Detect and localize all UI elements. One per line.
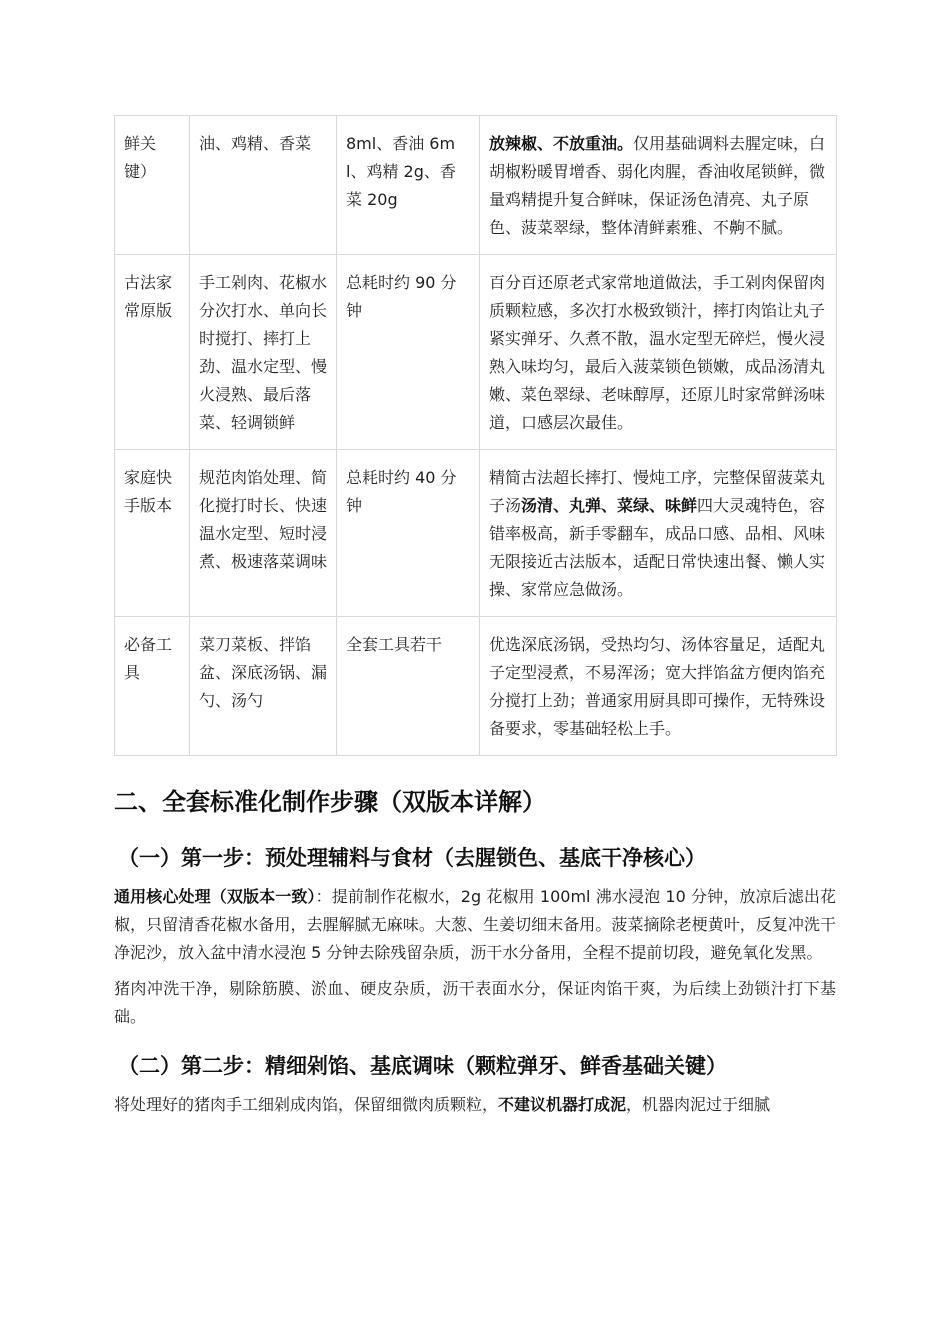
table-cell-name bbox=[115, 255, 190, 450]
table-cell-name bbox=[115, 450, 190, 617]
document-page bbox=[114, 115, 836, 1119]
cell-text: 8ml、香油 6ml、鸡精 2g、香菜 20g bbox=[346, 134, 456, 209]
cell-text: 总耗时约 90 分钟 bbox=[346, 273, 457, 320]
table-cell-desc bbox=[480, 450, 837, 617]
bold-text: 放辣椒、不放重油。 bbox=[489, 134, 634, 153]
cell-text: 全套工具若干 bbox=[346, 635, 443, 654]
table-cell-items bbox=[190, 255, 337, 450]
step-heading: （二）第二步：精细剁馅、基底调味（颗粒弹牙、鲜香基础关键） bbox=[118, 1054, 727, 1078]
table-cell-desc bbox=[480, 255, 837, 450]
paragraph bbox=[114, 975, 836, 1031]
bold-text: 不建议机器打成泥 bbox=[498, 1095, 627, 1114]
table-row bbox=[115, 450, 837, 617]
recipe-table bbox=[114, 115, 837, 756]
cell-text: 仅用基础调料去腥定味，白胡椒粉暖胃增香、弱化肉腥，香油收尾锁鲜，微量鸡精提升复合鲜味，保证汤色清亮、丸子原色、菠菜翠绿，整体清鲜素雅、不齁不腻。 bbox=[489, 134, 826, 237]
paragraph bbox=[114, 1091, 836, 1119]
cell-text: 百分百还原老式家常地道做法，手工剁肉保留肉质颗粒感，多次打水极致锁汁，摔打肉馅让丸子紧实弹牙、久煮不散，温水定型无碎烂，慢火浸熟入味均匀，最后入菠菜锁色锁嫩，成品汤清丸嫩、菜色翠绿、老味醇厚，还原儿时家常鲜汤味道，口感层次最佳。 bbox=[489, 273, 826, 432]
paragraph-text: 猪肉冲洗干净，剔除筋膜、淤血、硬皮杂质，沥干表面水分，保证肉馅干爽，为后续上劲锁汁打下基础。 bbox=[114, 979, 836, 1026]
cell-text: 总耗时约 40 分钟 bbox=[346, 468, 457, 515]
table-cell-items bbox=[190, 116, 337, 255]
table-cell-amount bbox=[337, 255, 480, 450]
cell-text: 规范肉馅处理、简化搅打时长、快速温水定型、短时浸煮、极速落菜调味 bbox=[199, 468, 328, 571]
table-row bbox=[115, 255, 837, 450]
table-cell-amount bbox=[337, 116, 480, 255]
table-row bbox=[115, 617, 837, 756]
table-cell-items bbox=[190, 450, 337, 617]
cell-text: 鲜关键） bbox=[124, 134, 157, 181]
table-cell-amount bbox=[337, 617, 480, 756]
cell-text: 手工剁肉、花椒水分次打水、单向长时搅打、摔打上劲、温水定型、慢火浸熟、最后落菜、轻调锁鲜 bbox=[199, 273, 328, 432]
cell-text: 油、鸡精、香菜 bbox=[199, 134, 312, 153]
step-heading: （一）第一步：预处理辅料与食材（去腥锁色、基底干净核心） bbox=[118, 846, 706, 870]
table-row bbox=[115, 116, 837, 255]
paragraph-text: ，机器肉泥过于细腻 bbox=[626, 1095, 771, 1114]
table-cell-desc bbox=[480, 617, 837, 756]
bold-text: 汤清、丸弹、菜绿、味鲜 bbox=[521, 496, 698, 515]
cell-text: 古法家常原版 bbox=[124, 273, 173, 320]
cell-text: 四大灵魂特色，容错率极高，新手零翻车，成品口感、品相、风味无限接近古法版本，适配日常快速出餐、懒人实操、家常应急做汤。 bbox=[489, 496, 826, 599]
paragraph bbox=[114, 883, 836, 967]
table-cell-name bbox=[115, 116, 190, 255]
paragraph-text: ：提前制作花椒水，2g 花椒用 100ml 沸水浸泡 10 分钟，放凉后滤出花椒，只留清香花椒水备用，去腥解腻无麻味。大葱、生姜切细末备用。菠菜摘除老梗黄叶，反复冲洗干净泥沙，放入盆中清水浸泡 5 分钟去除残留杂质，沥干水分备用，全程不提前切段，避免氧化发黑。 bbox=[114, 887, 836, 962]
cell-text: 必备工具 bbox=[124, 635, 173, 682]
table-cell-name bbox=[115, 617, 190, 756]
cell-text: 优选深底汤锅，受热均匀、汤体容量足，适配丸子定型浸煮，不易浑汤；宽大拌馅盆方便肉馅充分搅打上劲；普通家用厨具即可操作，无特殊设备要求，零基础轻松上手。 bbox=[489, 635, 826, 738]
table-cell-amount bbox=[337, 450, 480, 617]
cell-text: 家庭快手版本 bbox=[124, 468, 173, 515]
cell-text: 菜刀菜板、拌馅盆、深底汤锅、漏勺、汤勺 bbox=[199, 635, 328, 710]
table-cell-desc bbox=[480, 116, 837, 255]
bold-text: 通用核心处理（双版本一致） bbox=[114, 887, 316, 906]
paragraph-text: 将处理好的猪肉手工细剁成肉馅，保留细微肉质颗粒， bbox=[114, 1095, 499, 1114]
section-heading: 二、全套标准化制作步骤（双版本详解） bbox=[114, 788, 546, 816]
table-cell-items bbox=[190, 617, 337, 756]
cell-text: 精简古法超长摔打、慢炖工序，完整保留菠菜丸子汤 bbox=[489, 468, 826, 515]
